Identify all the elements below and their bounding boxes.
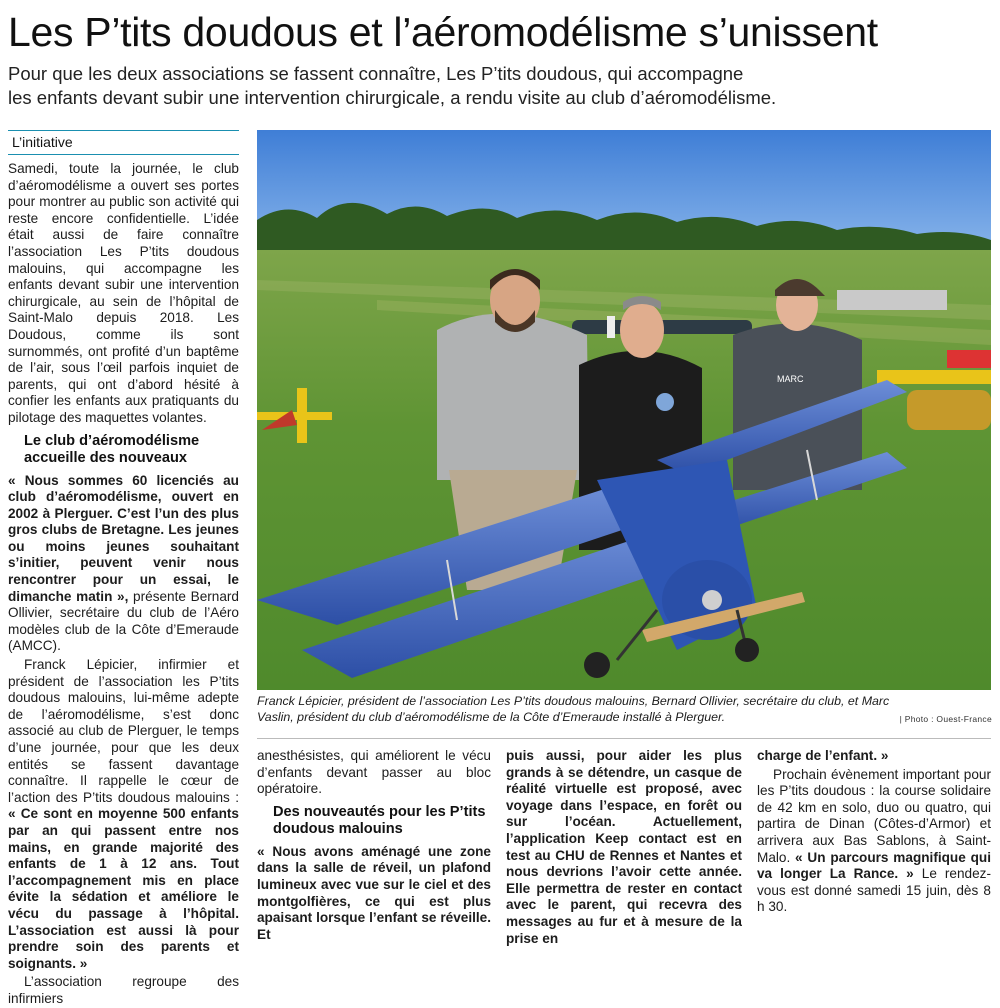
subheading: Des nouveautés pour les P’tits doudous malouins: [273, 803, 486, 837]
caption-divider: [257, 738, 991, 739]
text: Le rendez-vous est donné samedi 15 juin, dès 8 h 30.: [757, 866, 991, 915]
photo-illustration: [257, 130, 991, 690]
lede-line: les enfants devant subir une intervention chirurgicale, a rendu visite au club d’aéromodélisme.: [8, 87, 777, 108]
text: Franck Lépicier, infirmier et président de l’association les P’tits doudous malouins, lui-même adepte de l’aéromodélisme, s’est donc associé au club de Plerguer, le temps d’une journée, pour que les deux entités se fassent davantage connaître. Il rappelle le cœur de l’action des P’tits doudous malouins :: [8, 657, 239, 805]
paragraph: [757, 748, 991, 765]
paragraph: [8, 657, 239, 972]
text: Prochain évènement important pour les P’tits doudous : la course solidaire de 42 km en solo, duo ou quatro, qui partira de Dinan (Côtes-d’Armor) et arrivera aux Bas Sablons, à Saint-Malo.: [757, 766, 991, 865]
lede: [8, 62, 992, 110]
column-1: [8, 130, 239, 1006]
section-kicker: L’initiative: [8, 130, 239, 155]
column-2: [257, 748, 491, 942]
jacket-text: MARC: [777, 374, 804, 384]
quote: « Un parcours magnifique qui va longer La Rance. »: [757, 849, 991, 882]
text: présente Bernard Ollivier, secrétaire du club de l’Aéro modèles club de la Côte d’Emeraude (AMCC).: [8, 588, 239, 654]
quote: « Nous sommes 60 licenciés au club d’aéromodélisme, ouvert en 2002 à Plerguer. C’est l’un des plus gros clubs de Bretagne. Les jeunes ou moins jeunes souhaitant s’initier, peuvent venir nous rencontrer pour un essai, le dimanche matin »,: [8, 472, 239, 604]
paragraph: [506, 748, 742, 947]
lede-line: Pour que les deux associations se fassent connaître, Les P’tits doudous, qui accompagne: [8, 63, 744, 84]
headline: Les P’tits doudous et l’aéromodélisme s’unissent: [8, 9, 878, 55]
quote: puis aussi, pour aider les plus grands à se détendre, un casque de réalité virtuelle est proposé, avec voyage dans l’espace, en forêt ou sur l’océan. Actuellement, l’application Keep contact est en test au CHU de Rennes et Nantes et nous devrions l’avoir cette année. Elle permettra de rester en contact avec le parent, qui recevra des messages au fur et à mesure de la prise en: [506, 748, 742, 946]
paragraph: [8, 473, 239, 656]
subheading: Le club d’aéromodélisme accueille des nouveaux: [24, 432, 200, 466]
paragraph: L’association regroupe des infirmiers: [8, 974, 239, 1006]
photo-credit: | Photo : Ouest-France: [899, 714, 992, 724]
quote: « Nous avons aménagé une zone dans la salle de réveil, un plafond lumineux avec vue sur le ciel et des montgolfières, ce qui est plus apaisant lorsque l’enfant se réveille. Et: [257, 843, 491, 942]
paragraph: [257, 844, 491, 944]
quote: « Ce sont en moyenne 500 enfants par an qui passent entre nos mains, en grande majorité des enfants de 1 à 12 ans. Tout l’accompagnement mis en place évite la sédation et améliore le vécu du passage à l’hôpital. L’association est aussi là pour prendre soin des parents et soignants. »: [8, 806, 239, 971]
photo-caption: Franck Lépicier, président de l’association Les P’tits doudous malouins, Bernard Ollivier, secrétaire du club, et Marc Vaslin, président du club d’aéromodélisme de la Côte d’Emeraude installé à Plerguer.: [257, 694, 890, 724]
column-4: [757, 748, 991, 930]
paragraph: Samedi, toute la journée, le club d’aéromodélisme a ouvert ses portes pour montrer au public son activité qui reste encore confidentielle. L’idée était aussi de faire connaître l’association Les P’tits doudous malouins, qui accompagne les enfants devant subir une intervention chirurgicale, au sein de l’hôpital de Saint-Malo depuis 2018. Les Doudous, comme ils sont surnommés, ont profité d’un baptême de l’air, sous l’œil parfois inquiet de parents, qui ont d’abord hésité à confier les enfants aux pratiquants du pilotage des maquettes volantes.: [8, 161, 239, 425]
column-3: [506, 748, 742, 946]
quote: charge de l’enfant. »: [757, 748, 889, 763]
article-photo: [257, 130, 991, 690]
paragraph: anesthésistes, qui améliorent le vécu d’enfants devant passer au bloc opératoire.: [257, 748, 491, 797]
paragraph: [757, 767, 991, 916]
